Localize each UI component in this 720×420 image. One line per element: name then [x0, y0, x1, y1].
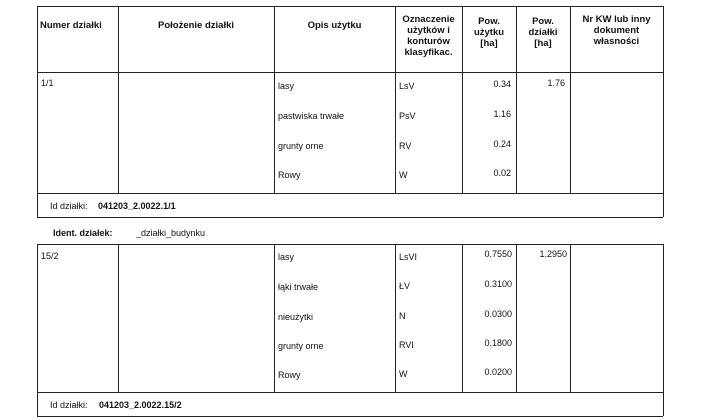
parcel-1-pow-dzialki: 1.76	[547, 78, 565, 88]
parcel-1-row-4-opis: Rowy	[278, 170, 301, 180]
col-divider	[663, 6, 664, 72]
col-divider	[274, 6, 275, 72]
ident-dzialek-label: Ident. działek:	[53, 228, 113, 238]
header-polozenie-dzialki: Położenie działki	[157, 20, 235, 31]
header-kw-line3: własności	[593, 36, 640, 47]
col-divider	[118, 6, 119, 72]
header-opis-uzytku: Opis użytku	[307, 20, 362, 31]
col-divider	[570, 72, 571, 193]
parcel-2-row-1-oznaczenie: LsVI	[399, 252, 418, 262]
parcel-2-id-label: Id działki:	[50, 400, 88, 410]
parcel-2-row-2-pow: 0.3100	[484, 279, 512, 289]
parcel-2-row-2-oznaczenie: ŁV	[399, 281, 411, 291]
header-oznaczenie-line1: Oznaczenie	[402, 14, 455, 25]
parcel-1-row-2-opis: pastwiska trwałe	[278, 111, 345, 121]
parcel-1-row-4-pow: 0.02	[493, 168, 511, 178]
parcel-1-row-1-oznaczenie: LsV	[399, 81, 415, 91]
parcel-1-row-4-oznaczenie: W	[399, 170, 408, 180]
col-divider	[663, 244, 664, 416]
col-divider	[570, 244, 571, 392]
header-oznaczenie-line4: klasyfikac.	[404, 47, 453, 58]
col-divider	[274, 244, 275, 392]
parcel-1-id-row-top	[37, 193, 663, 194]
parcel-2-row-5-oznaczenie: W	[399, 369, 408, 379]
parcel-2-row-2-opis: łąki trwałe	[278, 282, 319, 292]
col-divider	[37, 72, 38, 217]
parcel-2-pow-dzialki: 1.2950	[539, 249, 567, 259]
parcel-2-row-1-opis: lasy	[278, 252, 295, 262]
col-divider	[118, 244, 119, 392]
col-divider	[516, 72, 517, 193]
parcel-1-row-3-oznaczenie: RV	[399, 141, 412, 151]
header-numer-dzialki: Numer działki	[40, 20, 102, 31]
col-divider	[118, 72, 119, 193]
parcel-2-row-3-pow: 0.0300	[484, 309, 512, 319]
parcel-2-id-value: 041203_2.0022.15/2	[99, 400, 182, 410]
header-pow-uzytku-line1: Pow.	[478, 16, 500, 27]
parcel-2-row-3-oznaczenie: N	[399, 311, 406, 321]
col-divider	[663, 72, 664, 217]
ident-dzialek-value: _działki_budynku	[136, 228, 206, 238]
col-divider	[274, 72, 275, 193]
col-divider	[37, 6, 38, 72]
header-kw-line1: Nr KW lub inny	[582, 14, 651, 25]
parcel-1-row-1-opis: lasy	[278, 81, 295, 91]
header-pow-dzialki-line2: działki	[528, 27, 558, 38]
parcel-1-bottom-border	[37, 217, 663, 218]
parcel-2-row-4-opis: grunty orne	[278, 341, 324, 351]
header-kw-line2: dokument	[593, 25, 640, 36]
header-oznaczenie-line2: użytków i	[407, 25, 450, 36]
header-pow-dzialki-line3: [ha]	[534, 38, 552, 49]
parcel-2-row-3-opis: nieużytki	[278, 312, 314, 322]
col-divider	[37, 244, 38, 416]
parcel-2-row-1-pow: 0.7550	[484, 249, 512, 259]
parcel-2-bottom-border	[37, 416, 663, 417]
header-pow-uzytku-line3: [ha]	[480, 38, 498, 49]
parcel-1-row-1-pow: 0.34	[493, 79, 511, 89]
parcel-1-row-3-pow: 0.24	[493, 139, 511, 149]
parcel-1-numer: 1/1	[41, 78, 54, 88]
parcel-2-row-4-pow: 0.1800	[484, 338, 512, 348]
col-divider	[395, 72, 396, 193]
parcel-2-row-5-opis: Rowy	[278, 370, 301, 380]
parcel-1-row-2-pow: 1.16	[493, 109, 511, 119]
parcel-1-id-label: Id działki:	[50, 201, 88, 211]
header-oznaczenie-line3: konturów	[407, 36, 450, 47]
parcel-2-row-4-oznaczenie: RVI	[399, 340, 414, 350]
col-divider	[516, 244, 517, 392]
parcel-2-id-row-top	[37, 392, 663, 393]
parcel-2-row-5-pow: 0.0200	[484, 367, 512, 377]
header-pow-dzialki-line1: Pow.	[532, 16, 554, 27]
parcel-2-numer: 15/2	[41, 251, 59, 261]
parcel-1-row-3-opis: grunty orne	[278, 141, 324, 151]
parcel-1-row-2-oznaczenie: PsV	[399, 111, 416, 121]
col-divider	[395, 244, 396, 392]
parcel-1-id-value: 041203_2.0022.1/1	[98, 201, 176, 211]
header-pow-uzytku-line2: użytku	[473, 27, 505, 38]
